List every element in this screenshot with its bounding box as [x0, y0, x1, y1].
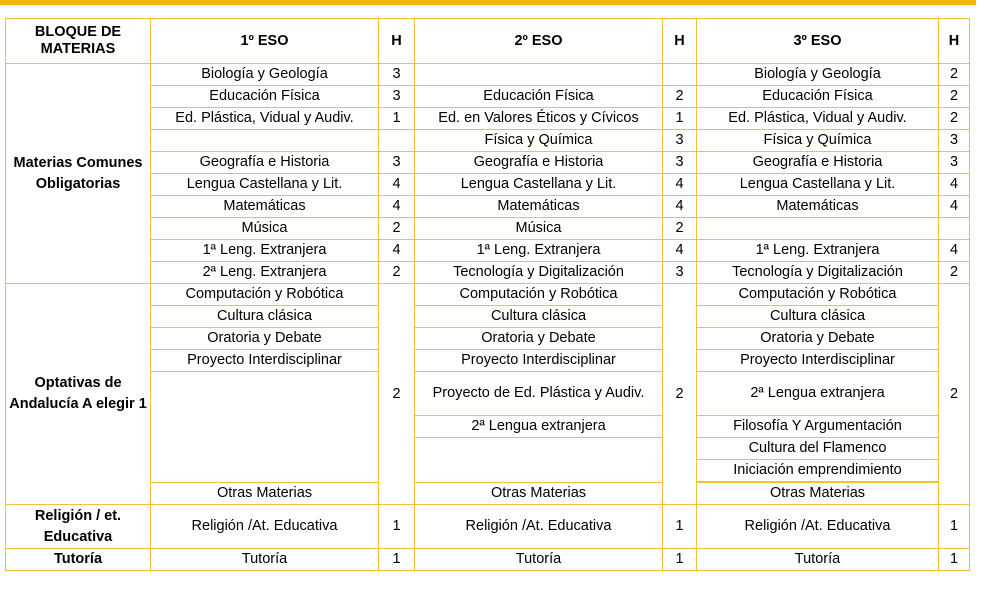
cell-subject: Geografía e Historia	[151, 152, 379, 174]
cell-subject: 1ª Leng. Extranjera	[151, 240, 379, 262]
table-row	[6, 108, 970, 130]
cell-subject: Geografía e Historia	[697, 152, 939, 174]
cell-subject: Otras Materias	[415, 483, 663, 505]
block-tutoria-label: Tutoría	[6, 549, 151, 571]
cell-hours: 2	[939, 284, 970, 505]
cell-subject: Biología y Geología	[151, 64, 379, 86]
cell-subject	[151, 130, 379, 152]
cell-hours: 1	[939, 549, 970, 571]
cell-hours: 4	[663, 196, 697, 218]
cell-hours	[663, 64, 697, 86]
cell-subject: Cultura clásica	[415, 306, 663, 328]
cell-hours: 4	[663, 174, 697, 196]
cell-subject: Religión /At. Educativa	[697, 505, 939, 549]
cell-subject: Oratoria y Debate	[415, 328, 663, 350]
cell-subject: Tutoría	[415, 549, 663, 571]
cell-subject: Cultura clásica	[697, 306, 939, 328]
cell-subject: Iniciación emprendimiento	[697, 460, 939, 482]
cell-hours: 2	[663, 284, 697, 505]
cell-hours: 4	[379, 196, 415, 218]
cell-subject: Religión /At. Educativa	[415, 505, 663, 549]
header-h3: H	[939, 19, 970, 64]
cell-subject: Computación y Robótica	[415, 284, 663, 306]
cell-subject: Oratoria y Debate	[151, 328, 379, 350]
subjects-table	[5, 18, 970, 571]
cell-hours: 2	[939, 64, 970, 86]
cell-subject: 2ª Lengua extranjera	[415, 416, 663, 438]
cell-hours: 4	[663, 240, 697, 262]
cell-hours: 1	[379, 108, 415, 130]
cell-hours: 1	[663, 108, 697, 130]
cell-hours	[939, 218, 970, 240]
block-comunes-label: Materias Comunes Obligatorias	[6, 64, 151, 284]
cell-hours: 3	[379, 152, 415, 174]
header-eso3: 3º ESO	[697, 19, 939, 64]
cell-subject: Religión /At. Educativa	[151, 505, 379, 549]
cell-hours: 1	[379, 505, 415, 549]
cell-subject: Computación y Robótica	[697, 284, 939, 306]
cell-subject: Proyecto Interdisciplinar	[415, 350, 663, 372]
table-row	[6, 372, 970, 416]
cell-subject: Música	[415, 218, 663, 240]
cell-empty	[415, 438, 663, 483]
cell-subject	[415, 64, 663, 86]
cell-hours: 3	[663, 130, 697, 152]
header-row	[6, 19, 970, 64]
cell-hours: 3	[663, 262, 697, 284]
table-row	[6, 328, 970, 350]
cell-hours: 3	[939, 130, 970, 152]
cell-hours: 2	[379, 262, 415, 284]
cell-subject: Geografía e Historia	[415, 152, 663, 174]
table-row	[6, 86, 970, 108]
cell-hours: 4	[939, 196, 970, 218]
cell-subject: Ed. en Valores Éticos y Cívicos	[415, 108, 663, 130]
cell-hours: 3	[663, 152, 697, 174]
cell-hours: 1	[663, 505, 697, 549]
cell-subject: Ed. Plástica, Vidual y Audiv.	[697, 108, 939, 130]
cell-subject: Matemáticas	[151, 196, 379, 218]
header-h2: H	[663, 19, 697, 64]
cell-hours: 4	[379, 174, 415, 196]
cell-subject: Matemáticas	[415, 196, 663, 218]
cell-subject: Computación y Robótica	[151, 284, 379, 306]
table-row	[6, 262, 970, 284]
cell-hours	[379, 130, 415, 152]
cell-subject: Ed. Plástica, Vidual y Audiv.	[151, 108, 379, 130]
cell-hours: 2	[939, 108, 970, 130]
cell-hours: 2	[663, 218, 697, 240]
cell-empty	[151, 372, 379, 483]
cell-subject: Otras Materias	[151, 483, 379, 505]
table-row	[6, 130, 970, 152]
cell-subject: Cultura clásica	[151, 306, 379, 328]
top-accent-bar	[0, 0, 976, 5]
table-row	[6, 306, 970, 328]
table-row	[6, 196, 970, 218]
cell-hours: 3	[379, 64, 415, 86]
header-h1: H	[379, 19, 415, 64]
cell-hours: 1	[379, 549, 415, 571]
cell-hours: 4	[379, 240, 415, 262]
cell-hours: 3	[379, 86, 415, 108]
cell-subject: Física y Química	[697, 130, 939, 152]
cell-hours: 1	[663, 549, 697, 571]
table-row	[6, 64, 970, 86]
cell-subject: Lengua Castellana y Lit.	[415, 174, 663, 196]
cell-hours: 1	[939, 505, 970, 549]
cell-hours: 2	[939, 262, 970, 284]
cell-subject: Biología y Geología	[697, 64, 939, 86]
block-religion-label: Religión / et. Educativa	[6, 505, 151, 549]
cell-hours: 3	[939, 152, 970, 174]
cell-subject: Música	[151, 218, 379, 240]
cell-hours: 4	[939, 174, 970, 196]
header-eso2: 2º ESO	[415, 19, 663, 64]
cell-subject: 2ª Leng. Extranjera	[151, 262, 379, 284]
cell-subject: Física y Química	[415, 130, 663, 152]
block-optativas-label: Optativas de Andalucía A elegir 1	[6, 284, 151, 505]
cell-subject: Educación Física	[697, 86, 939, 108]
cell-subject: Tecnología y Digitalización	[415, 262, 663, 284]
cell-subject: Filosofía Y Argumentación	[697, 416, 939, 438]
cell-hours: 2	[379, 218, 415, 240]
cell-subject: Educación Física	[415, 86, 663, 108]
header-bloque: BLOQUE DE MATERIAS	[6, 19, 151, 64]
table-row	[6, 174, 970, 196]
table-row	[6, 218, 970, 240]
cell-subject: Proyecto de Ed. Plástica y Audiv.	[415, 372, 663, 416]
cell-subject: Proyecto Interdisciplinar	[151, 350, 379, 372]
cell-hours: 4	[939, 240, 970, 262]
table-row	[6, 284, 970, 306]
cell-subject: Cultura del Flamenco	[697, 438, 939, 460]
table-row	[6, 483, 970, 505]
cell-subject: Tecnología y Digitalización	[697, 262, 939, 284]
cell-subject: 2ª Lengua extranjera	[697, 372, 939, 416]
cell-subject	[697, 218, 939, 240]
cell-subject: Tutoría	[151, 549, 379, 571]
cell-subject: Lengua Castellana y Lit.	[151, 174, 379, 196]
cell-hours: 2	[663, 86, 697, 108]
cell-subject: 1ª Leng. Extranjera	[415, 240, 663, 262]
cell-subject: Tutoría	[697, 549, 939, 571]
table-row	[6, 152, 970, 174]
cell-hours: 2	[379, 284, 415, 505]
table-row	[6, 549, 970, 571]
cell-subject: Otras Materias	[697, 483, 939, 505]
table-row	[6, 350, 970, 372]
cell-subject: 1ª Leng. Extranjera	[697, 240, 939, 262]
cell-subject: Oratoria y Debate	[697, 328, 939, 350]
table-row	[6, 505, 970, 549]
cell-subject: Matemáticas	[697, 196, 939, 218]
cell-subject: Lengua Castellana y Lit.	[697, 174, 939, 196]
header-eso1: 1º ESO	[151, 19, 379, 64]
cell-subject: Educación Física	[151, 86, 379, 108]
cell-hours: 2	[939, 86, 970, 108]
cell-subject: Proyecto Interdisciplinar	[697, 350, 939, 372]
table-row	[6, 240, 970, 262]
